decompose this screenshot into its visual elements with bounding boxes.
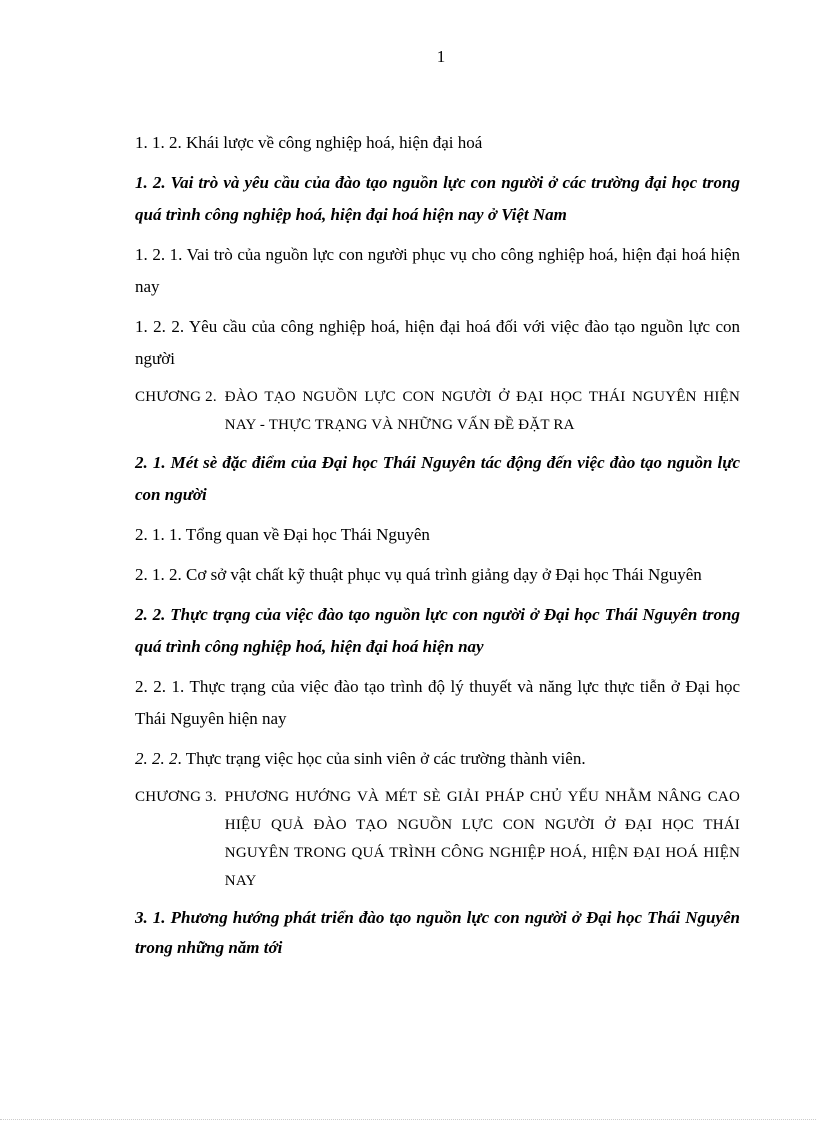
chapter-2-title: ĐÀO TẠO NGUỒN LỰC CON NGƯỜI Ở ĐẠI HỌC THÁI NGUYÊN HIỆN NAY - THỰC TRẠNG VÀ NHỮNG VẤN ĐỀ ĐẶT RA xyxy=(224,389,740,433)
toc-section-2-1: 2. 1. Mét sè đặc điểm của Đại học Thái Nguyên tác động đến việc đào tạo nguồn lực con người xyxy=(135,453,740,504)
toc-entry-1-1-2: 1. 1. 2. Khái lược về công nghiệp hoá, hiện đại hoá xyxy=(135,133,483,152)
chapter-3-label: CHƯƠNG 3. xyxy=(135,789,217,805)
chapter-3-title: PHƯƠNG HƯỚNG VÀ MÉT SÈ GIẢI PHÁP CHỦ YẾU NHẰM NÂNG CAO HIỆU QUẢ ĐÀO TẠO NGUỒN LỰC CON NGƯỜI Ở ĐẠI HỌC THÁI NGUYÊN TRONG QUÁ TRÌNH CÔNG NGHIỆP HOÁ, HIỆN ĐẠI HOÁ HIỆN NAY xyxy=(224,789,740,889)
toc-section-3-1: 3. 1. Phương hướng phát triển đào tạo nguồn lực con người ở Đại học Thái Nguyên trong những năm tới xyxy=(135,908,740,957)
toc-entry-2-2-2-text: . Thực trạng việc học của sinh viên ở các trường thành viên. xyxy=(177,749,586,768)
toc-entry-1-2-2: 1. 2. 2. Yêu cầu của công nghiệp hoá, hiện đại hoá đối với việc đào tạo nguồn lực con người xyxy=(135,317,740,368)
toc-entry-2-1-1: 2. 1. 1. Tổng quan về Đại học Thái Nguyên xyxy=(135,525,430,544)
table-of-contents xyxy=(135,127,740,963)
toc-section-1-2: 1. 2. Vai trò và yêu cầu của đào tạo nguồn lực con người ở các trường đại học trong quá trình công nghiệp hoá, hiện đại hoá hiện nay ở Việt Nam xyxy=(135,173,740,224)
toc-entry-2-2-1: 2. 2. 1. Thực trạng của việc đào tạo trình độ lý thuyết và năng lực thực tiễn ở Đại học Thái Nguyên hiện nay xyxy=(135,677,740,728)
toc-entry-1-2-1: 1. 2. 1. Vai trò của nguồn lực con người phục vụ cho công nghiệp hoá, hiện đại hoá hiện nay xyxy=(135,245,740,296)
toc-chapter-3 xyxy=(135,783,740,895)
toc-chapter-2 xyxy=(135,383,740,439)
chapter-2-label: CHƯƠNG 2. xyxy=(135,389,217,405)
page-bottom-divider xyxy=(0,1119,816,1120)
toc-entry-2-2-2-number: 2. 2. 2 xyxy=(135,749,178,768)
toc-entry-2-2-2 xyxy=(135,743,740,775)
toc-entry-2-1-2: 2. 1. 2. Cơ sở vật chất kỹ thuật phục vụ quá trình giảng dạy ở Đại học Thái Nguyên xyxy=(135,565,702,584)
toc-section-2-2: 2. 2. Thực trạng của việc đào tạo nguồn lực con người ở Đại học Thái Nguyên trong quá trình công nghiệp hoá, hiện đại hoá hiện nay xyxy=(135,605,740,656)
page-number: 1 xyxy=(436,47,446,66)
